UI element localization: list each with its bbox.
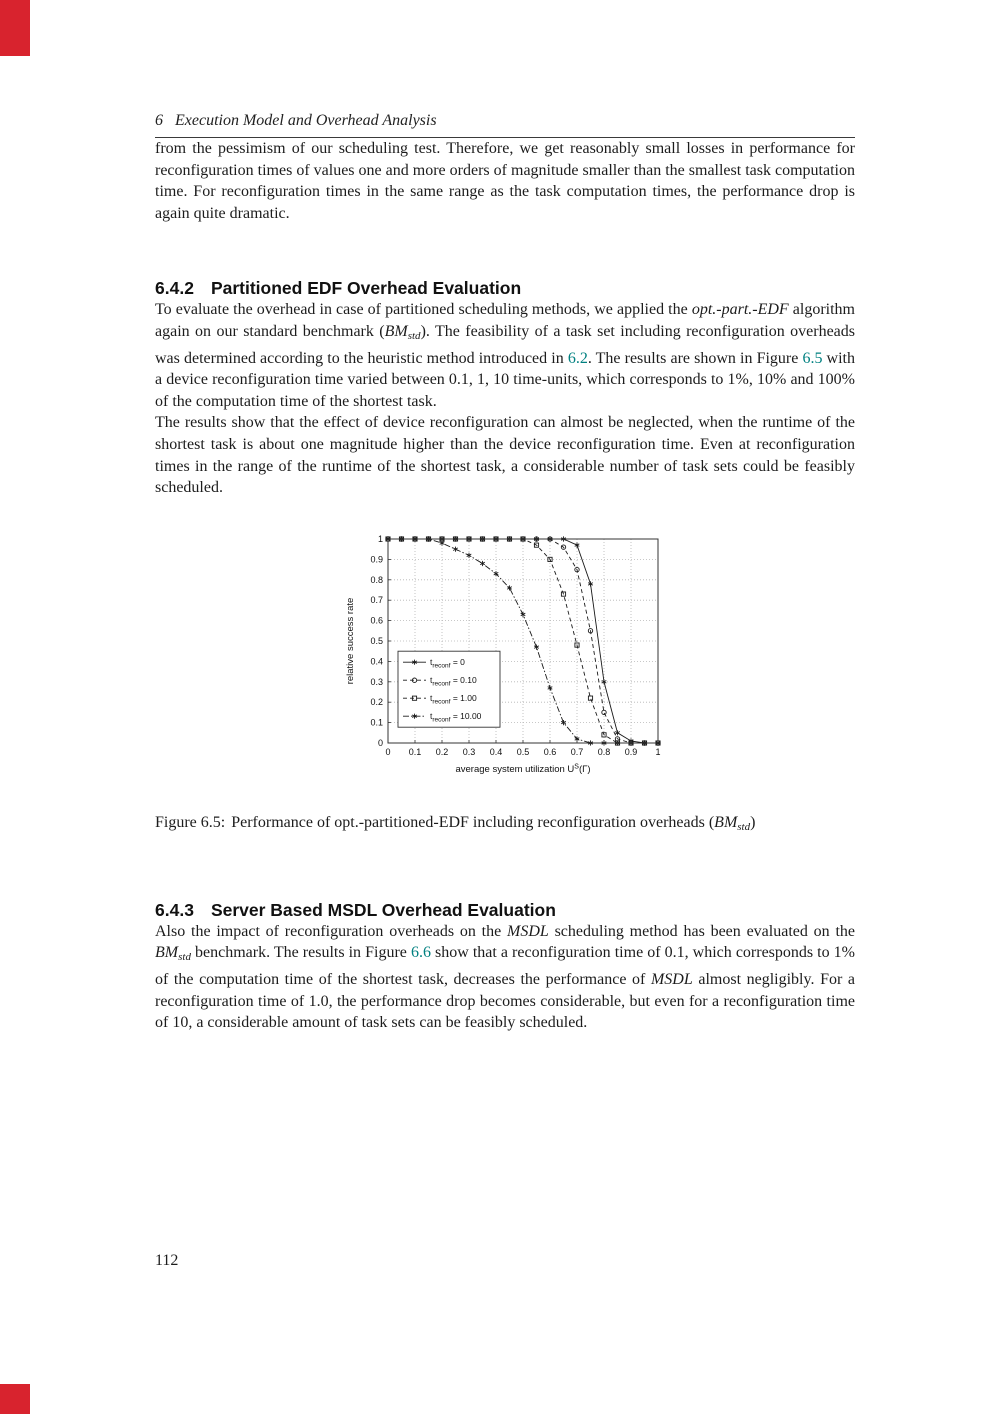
red-corner-marker-bottom: [0, 1384, 30, 1414]
paragraph-partitioned-edf-2: The results show that the effect of device reconfiguration can almost be neglected, when the runtime of the shortest task is about one magnitude higher than the device reconfiguration time. Even at reconfiguration times in the range of the runtime of the shortest task, a considerable number of task sets could be feasibly scheduled.: [155, 414, 855, 497]
figure-caption-text: Performance of opt.-partitioned-EDF including reconfiguration overheads (BMstd): [231, 813, 756, 833]
svg-text:treconf = 0: $t_{reconf} = 0$: [430, 656, 465, 670]
svg-text:1: 1: [655, 746, 661, 757]
svg-text:0.4: 0.4: [489, 746, 503, 757]
svg-text:0.7: 0.7: [370, 594, 383, 605]
svg-text:1: 1: [377, 533, 383, 544]
ref-link[interactable]: 6.2: [567, 349, 588, 367]
figure-chart: [340, 533, 670, 785]
section-number: 6.4.2: [155, 278, 194, 299]
section-title: Server Based MSDL Overhead Evaluation: [210, 899, 556, 920]
svg-text:0.6: 0.6: [543, 746, 557, 757]
section-title: Partitioned EDF Overhead Evaluation: [210, 278, 522, 299]
svg-text:0.5: 0.5: [516, 746, 530, 757]
ref-link[interactable]: 6.5: [802, 349, 823, 367]
section-heading-642: [155, 278, 855, 299]
running-head: [155, 112, 855, 130]
svg-text:0: 0: [377, 737, 383, 748]
red-corner-marker-top: [0, 0, 30, 56]
running-head-title: Execution Model and Overhead Analysis: [175, 112, 437, 129]
svg-text:relative success rate: relative success rate: [345, 597, 356, 685]
ref-link[interactable]: 6.6: [410, 944, 431, 962]
svg-text:0.8: 0.8: [597, 746, 611, 757]
svg-text:average system utilization US(: average system utilization $U^S(\Gamma)$: [455, 763, 591, 775]
svg-text:0.9: 0.9: [624, 746, 638, 757]
svg-text:0.4: 0.4: [370, 656, 383, 667]
page-number: 112: [155, 1252, 179, 1269]
svg-text:0.7: 0.7: [570, 746, 584, 757]
svg-text:0.5: 0.5: [370, 635, 383, 646]
paragraph-intro: from the pessimism of our scheduling test. Therefore, we get reasonably small losses in performance for reconfiguration times of values one and more orders of magnitude smaller than the smallest task computation time. For reconfiguration times in the same range as the task computation times, the performance drop is again quite dramatic.: [155, 140, 855, 222]
paragraph-partitioned-edf-1: To evaluate the overhead in case of partitioned scheduling methods, we applied the opt.-part.-EDF algorithm again on our standard benchmark (BMstd). The feasibility of a task set including reconfiguration overheads was determined according to the heuristic method introduced in 6.2. The results are shown in Figure 6.5 with a device reconfiguration time varied between 0.1, 1, 10 time-units, which corresponds to 1%, 10% and 100% of the computation time of the shortest task.: [155, 301, 856, 410]
svg-text:0.3: 0.3: [370, 676, 383, 687]
svg-text:treconf = 1.00: $t_{reconf} = 1.00$: [430, 692, 477, 706]
page-content: [155, 0, 855, 1034]
svg-text:0.1: 0.1: [370, 717, 383, 728]
section-number: 6.4.3: [155, 899, 194, 920]
svg-text:0.8: 0.8: [370, 574, 383, 585]
svg-text:treconf = 10.00: $t_{reconf} = 10.00$: [430, 710, 482, 724]
svg-text:0.1: 0.1: [408, 746, 422, 757]
svg-text:0: 0: [385, 746, 391, 757]
svg-text:0.9: 0.9: [370, 554, 383, 565]
running-head-chapter-number: 6: [155, 112, 163, 129]
figure-caption-label: Figure 6.5:: [155, 813, 226, 831]
svg-text:0.3: 0.3: [462, 746, 476, 757]
figure-6-5: [155, 533, 855, 790]
svg-text:0.2: 0.2: [435, 746, 449, 757]
svg-text:treconf = 0.10: $t_{reconf} = 0.10$: [430, 674, 477, 688]
svg-text:0.2: 0.2: [370, 696, 383, 707]
paragraph-msdl: Also the impact of reconfiguration overheads on the MSDL scheduling method has been evaluated on the BMstd benchmark. The results in Figure 6.6 show that a reconfiguration time of 0.1, which corresponds to 1% of the computation time of the shortest task, decreases the performance of MSDL almost negligibly. For a reconfiguration time of 1.0, the performance drop becomes considerable, but even for a reconfiguration time of 10, a considerable amount of task sets can be feasibly scheduled.: [155, 922, 856, 1032]
section-heading-643: [155, 900, 855, 921]
figure-caption: [155, 812, 855, 838]
svg-text:0.6: 0.6: [370, 615, 383, 626]
